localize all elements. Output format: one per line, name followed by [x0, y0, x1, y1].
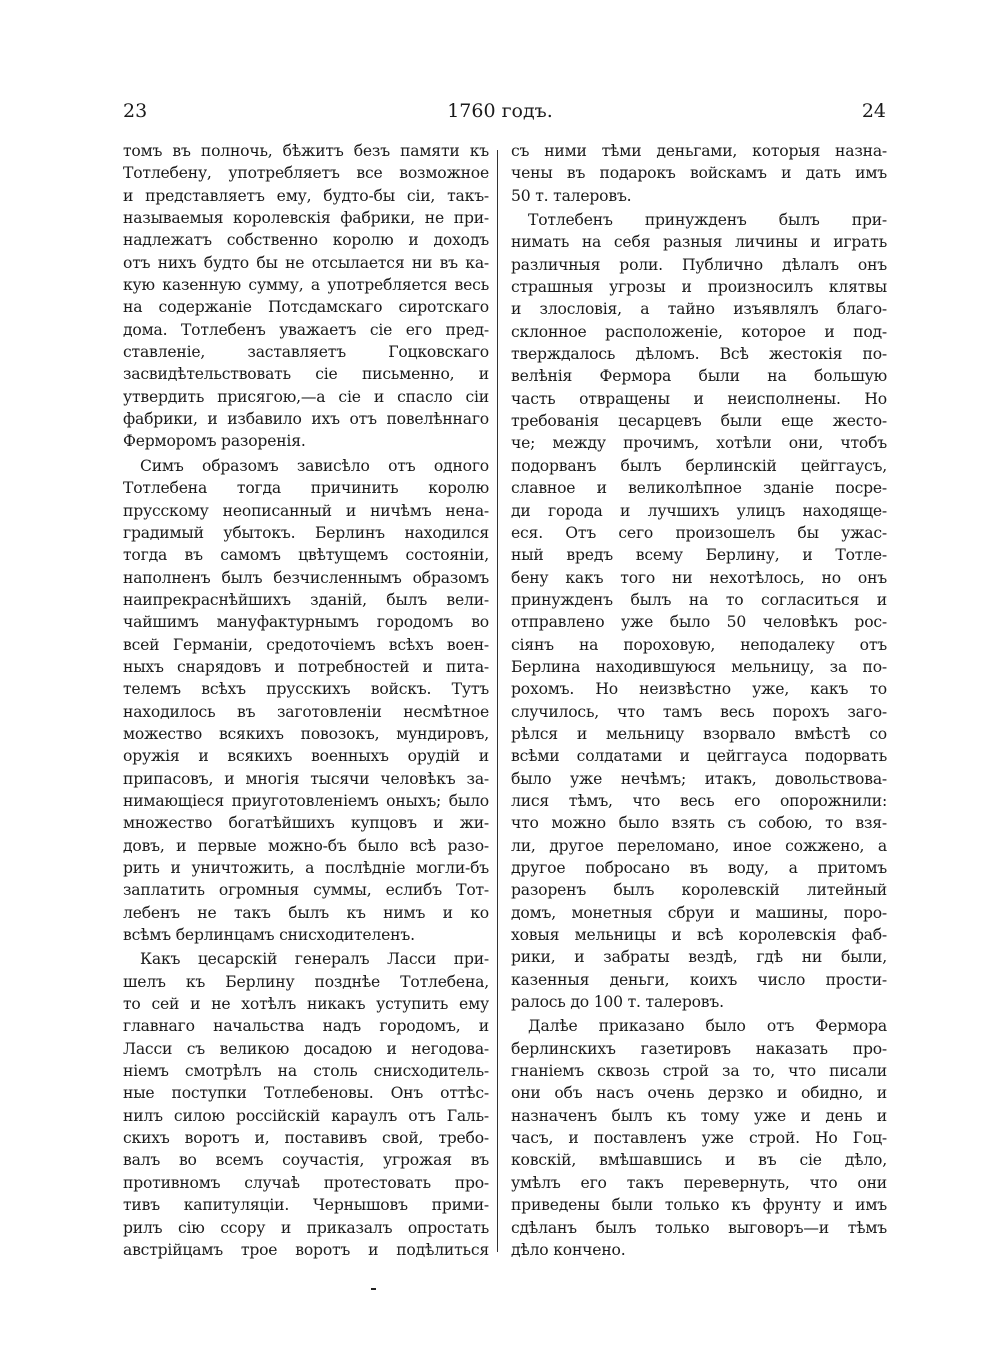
text-line: чены въ подарокъ войскамъ и дать имъ	[511, 164, 887, 183]
text-line: надлежатъ собственно королю и доходъ	[123, 231, 489, 250]
text-line: Ласси съ великою досадою и негодова-	[123, 1039, 489, 1058]
text-line: что можно было взять съ собою, то взя-	[511, 814, 887, 833]
text-line: рѣлся и мельницу взорвало вмѣстѣ со	[511, 724, 887, 743]
text-line: ралось до 100 т. талеровъ.	[511, 993, 724, 1012]
text-line: дома. Тотлебенъ уважаетъ сіе его пред-	[123, 320, 489, 339]
page-number-right: 24	[861, 100, 886, 122]
text-line: казенныя деньги, коихъ число прости-	[511, 970, 887, 989]
text-line: рики, и забраты вездѣ, гдѣ ни были,	[511, 948, 887, 967]
text-line: телемъ всѣхъ прусскихъ войскъ. Тутъ	[123, 680, 489, 699]
text-line: Тотлебенъ принужденъ былъ при-	[528, 211, 887, 230]
text-line: наполненъ былъ безчисленнымъ образомъ	[123, 568, 489, 587]
text-line: нилъ силою россійскій караулъ отъ Галь-	[123, 1106, 489, 1125]
text-line: рить и уничтожить, а послѣдніе могли-бъ	[123, 859, 489, 877]
paragraph	[123, 455, 489, 947]
page-number-left: 23	[123, 100, 148, 122]
text-line: то сей и не хотѣлъ никакъ уступить ему	[123, 995, 489, 1014]
text-line: Ферморомъ разоренія.	[123, 432, 306, 451]
text-line: наипрекраснѣйшихъ зданій, былъ вели-	[123, 590, 489, 609]
text-line: сіянъ на пороховую, неподалеку отъ	[511, 635, 887, 654]
text-line: довъ, и первые можно-бъ было всѣ разо-	[123, 836, 489, 855]
text-line: ныхъ снарядовъ и потребностей и пита-	[123, 657, 489, 676]
text-line: шелъ къ Берлину позднѣе Тотлебена,	[123, 972, 489, 991]
column-divider	[497, 150, 498, 1252]
text-line: рохомъ. Но неизвѣстно уже, какъ то	[511, 680, 887, 699]
text-line: ніемъ смотрѣлъ на столь снисходитель-	[123, 1062, 489, 1081]
text-line: было уже нечѣмъ; итакъ, довольствова-	[511, 769, 887, 788]
text-line: умѣлъ его такъ перевернуть, что они	[511, 1173, 887, 1192]
text-line: всей Германіи, средоточіемъ всѣхъ воен-	[123, 635, 489, 654]
text-line: случилось, что тамъ весь порохъ заго-	[511, 702, 887, 721]
text-line: ный вредъ всему Берлину, и Тотле-	[511, 546, 887, 565]
text-line: кую казенную сумму, а употребляется весь	[123, 276, 489, 295]
text-line: множество богатѣйшихъ купцовъ и жи-	[123, 814, 489, 833]
text-line: они объ насъ очень дерзко и обидно, и	[511, 1084, 887, 1103]
text-line: скихъ воротъ и, поставивъ свой, требо-	[123, 1129, 489, 1148]
text-line: ли, другое переломано, иное сожжено, а	[511, 836, 887, 855]
text-line: лися тѣмъ, что весь его опорожнили:	[511, 791, 887, 810]
text-line: рилъ сію ссору и приказалъ опростать	[123, 1218, 489, 1237]
text-line: фабрики, и избавило ихъ отъ повелѣннаго	[123, 410, 489, 429]
text-line: Тотлебена тогда причинить королю	[123, 479, 489, 498]
text-line: всѣмъ берлинцамъ снисходителенъ.	[123, 926, 415, 945]
text-line: градимый убытокъ. Берлинъ находился	[123, 523, 489, 542]
text-line: часъ, и поставленъ уже строй. Но Гоц-	[511, 1129, 887, 1148]
text-line: склонное расположеніе, которое и под-	[511, 322, 887, 341]
text-line: и представляетъ ему, будто-бы сіи, такъ-	[123, 186, 489, 205]
text-line: томъ въ полночь, бѣжитъ безъ памяти къ	[123, 142, 489, 160]
text-line: можество всякихъ повозокъ, мундировъ,	[123, 724, 489, 743]
paragraph	[511, 140, 887, 207]
print-mark	[371, 1288, 376, 1290]
paragraph	[123, 140, 489, 453]
text-line: тогда въ самомъ цвѣтущемъ состояніи,	[123, 546, 489, 565]
text-line: Далѣе приказано было отъ Фермора	[528, 1017, 887, 1036]
text-line: противномъ случаѣ протестовать про-	[123, 1173, 489, 1192]
text-line: приведены были только къ фрунту и имъ	[511, 1196, 887, 1215]
text-line: ковскій, вмѣшавшись и въ сіе дѣло,	[511, 1151, 887, 1170]
text-line: различныя роли. Публично дѣлалъ онъ	[511, 255, 887, 274]
text-line: нимающіеся приуготовленіемъ оныхъ; было	[123, 791, 489, 810]
text-line: дѣло кончено.	[511, 1240, 626, 1259]
text-line: берлинскихъ газетировъ наказать про-	[511, 1039, 887, 1058]
text-line: подорванъ былъ берлинскій цейггаусъ,	[511, 456, 887, 475]
text-line: гнаніемъ сквозь строй за то, что писали	[511, 1062, 887, 1081]
text-line: прусскому неописанный и ничѣмъ нена-	[123, 501, 489, 520]
text-line: еся. Отъ сего произошелъ бы ужас-	[511, 523, 887, 542]
text-line: принужденъ былъ на то согласиться и	[511, 590, 887, 609]
text-line: Симъ образомъ зависѣло отъ одного	[140, 456, 489, 475]
text-line: отъ нихъ будто бы не отсылается ни въ ка-	[123, 253, 489, 272]
text-line: ховыя мельницы и всѣ королевскія фаб-	[511, 926, 887, 945]
text-line: часть отвращены и неисполнены. Но	[511, 389, 887, 408]
text-line: Берлина находившуюся мельницу, за по-	[511, 657, 887, 676]
text-line: и злословія, а тайно изъявлялъ благо-	[511, 300, 887, 319]
text-line: велѣнія Фермора были на большую	[511, 367, 887, 386]
text-line: валъ во всемъ соучастія, угрожая въ	[123, 1151, 489, 1170]
text-line: страшныя угрозы и произносилъ клятвы	[511, 278, 887, 297]
paragraph	[511, 1015, 887, 1261]
text-line: нимать на себя разныя личины и играть	[511, 233, 887, 252]
text-line: главнаго начальства надъ городомъ, и	[123, 1017, 489, 1036]
text-line: разоренъ былъ королевскій литейный	[511, 881, 887, 900]
text-line: засвидѣтельствовать сіе письменно, и	[123, 365, 489, 384]
text-line: съ ними тѣми деньгами, которыя назна-	[511, 142, 887, 160]
paragraph	[511, 209, 887, 1013]
text-line: отправлено уже было 50 человѣкъ рос-	[511, 613, 887, 632]
text-line: бену какъ того ни нехотѣлось, но онъ	[511, 568, 887, 587]
text-line: тивъ капитуляціи. Чернышовъ прими-	[123, 1196, 489, 1215]
text-line: славное и великолѣпное зданіе посре-	[511, 479, 887, 498]
text-line: ные поступки Тотлебеновы. Онъ оттѣс-	[123, 1084, 489, 1103]
text-line: че; между прочимъ, хотѣли они, чтобъ	[511, 434, 887, 453]
text-line: тверждалось дѣломъ. Всѣ жестокія по-	[511, 345, 887, 364]
running-header-title: 1760 годъ.	[447, 100, 553, 122]
text-line: всѣми солдатами и цейггауса подорвать	[511, 747, 887, 766]
text-line: австрійцамъ трое воротъ и подѣлиться	[123, 1240, 489, 1259]
text-line: оружія и всякихъ военныхъ орудій и	[123, 747, 489, 766]
text-line: чайшимъ мануфактурнымъ городомъ во	[123, 613, 489, 632]
text-line: называемыя королевскія фабрики, не при-	[123, 209, 489, 228]
text-line: утвердить присягою,—а сіе и спасло сіи	[123, 387, 489, 406]
left-text-column	[123, 140, 489, 1263]
right-text-column	[511, 140, 887, 1263]
text-line: лебенъ не такъ былъ къ нимъ и ко	[123, 903, 489, 922]
text-line: ди города и лучшихъ улицъ находяще-	[511, 501, 887, 520]
text-line: домъ, монетныя сбруи и машины, поро-	[511, 903, 887, 922]
text-line: 50 т. талеровъ.	[511, 186, 632, 205]
text-line: на содержаніе Потсдамскаго сиротскаго	[123, 298, 489, 317]
text-line: требованія цесарцевъ были еще жесто-	[511, 412, 887, 431]
text-line: ставленіе, заставляетъ Гоцковскаго	[123, 343, 489, 362]
paragraph	[123, 948, 489, 1261]
text-line: назначенъ былъ къ тому уже и день и	[511, 1106, 887, 1125]
text-line: сдѣланъ былъ только выговоръ—и тѣмъ	[511, 1218, 887, 1237]
text-line: другое побросано въ воду, а притомъ	[511, 859, 887, 877]
text-line: Тотлебену, употребляетъ все возможное	[123, 164, 489, 183]
text-line: Какъ цесарскій генералъ Ласси при-	[140, 950, 489, 969]
text-line: припасовъ, и многія тысячи человѣкъ за-	[123, 769, 489, 788]
text-line: находилось въ заготовленіи несмѣтное	[123, 702, 489, 721]
text-line: заплатить огромныя суммы, еслибъ Тот-	[123, 881, 489, 900]
